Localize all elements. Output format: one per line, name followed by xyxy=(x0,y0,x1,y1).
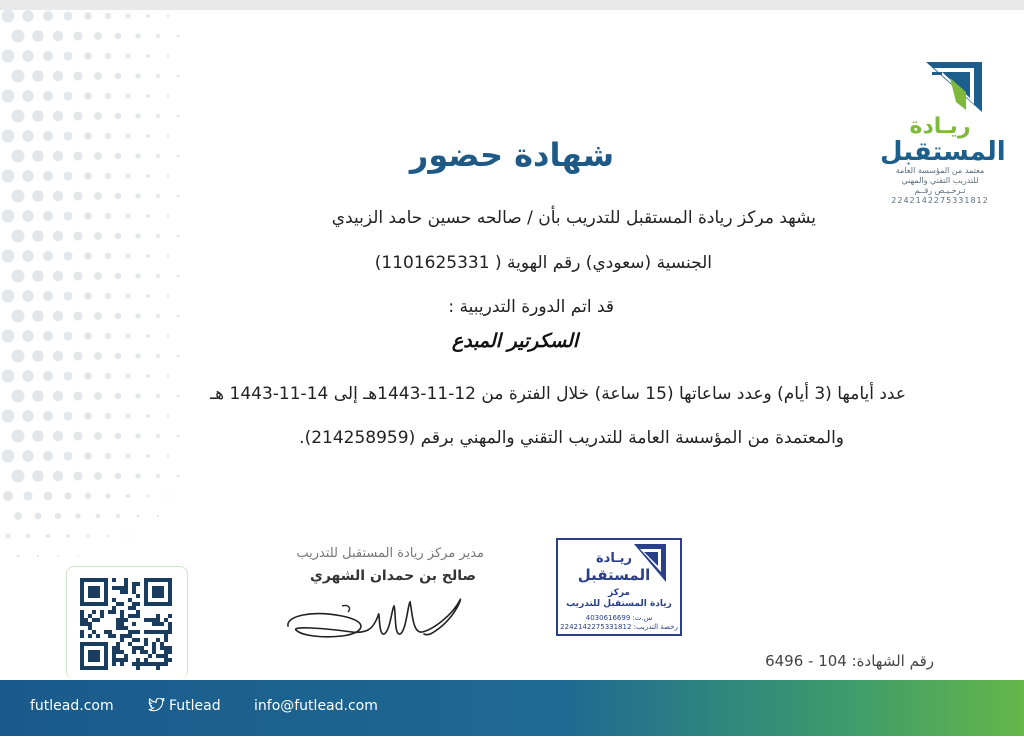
stamp-line-2: ريادة المستقبل للتدريب xyxy=(566,599,672,609)
logo-license-number: 2242142275331812 xyxy=(891,196,989,205)
body-line-4: عدد أيامها (3 أيام) وعدد ساعاتها (15 ساعة) خلال الفترة من 12-11-1443هـ إلى 14-11-1443 هـ xyxy=(210,384,906,404)
certificate-title: شهادة حضور xyxy=(409,136,615,174)
logo-mark-icon xyxy=(924,58,984,114)
footer-twitter-handle: Futlead xyxy=(169,698,221,714)
footer-website[interactable]: futlead.com xyxy=(30,698,114,714)
certificate-number xyxy=(700,652,934,670)
logo-accredit-line1: معتمد من المؤسسة العامة xyxy=(895,166,985,175)
svg-text:ريـادة: ريـادة xyxy=(595,551,633,566)
logo-accredit-line2: للتدريب التقني والمهني xyxy=(901,176,979,185)
handwritten-signature xyxy=(282,586,472,650)
qr-code-icon xyxy=(80,578,172,670)
footer-email[interactable]: info@futlead.com xyxy=(254,698,378,714)
certificate-number-label: رقم الشهادة: xyxy=(851,652,934,670)
decorative-dot-pattern xyxy=(0,10,220,570)
logo-license-label: تـرخـيـص رقــم xyxy=(914,186,966,195)
signatory-name: صالح بن حمدان الشهري xyxy=(309,568,476,584)
logo-name-line1: ريـادة xyxy=(909,114,971,139)
svg-text:المستقبل: المستقبل xyxy=(577,566,651,584)
body-line-5: والمعتمدة من المؤسسة العامة للتدريب التقني والمهني برقم (214258959). xyxy=(299,428,844,448)
twitter-bird-icon xyxy=(148,698,165,712)
body-line-2: الجنسية (سعودي) رقم الهوية ( 1101625331) xyxy=(374,253,712,273)
stamp-logo-icon xyxy=(572,542,668,586)
certificate-page xyxy=(0,10,1024,738)
footer-twitter[interactable] xyxy=(148,698,221,714)
logo-name-line2: المستقبل xyxy=(880,137,1006,167)
official-stamp xyxy=(556,538,682,636)
center-logo xyxy=(880,58,1006,205)
course-name: السكرتير المبدع xyxy=(451,330,579,352)
signatory-title: مدير مركز ريادة المستقبل للتدريب xyxy=(296,546,484,561)
body-line-3: قد اتم الدورة التدريبية : xyxy=(448,297,614,317)
body-line-1: يشهد مركز ريادة المستقبل للتدريب بأن / صالحه حسين حامد الزبيدي xyxy=(331,208,816,228)
stamp-line-4: رخصة التدريب: 2242142275331812 xyxy=(560,623,678,631)
stamp-line-3: س.ت: 4030616699 xyxy=(585,614,653,622)
stamp-line-1: مركز xyxy=(607,588,630,598)
certificate-number-value: 6496 - 104 xyxy=(765,652,847,670)
footer-bar xyxy=(0,680,1024,736)
